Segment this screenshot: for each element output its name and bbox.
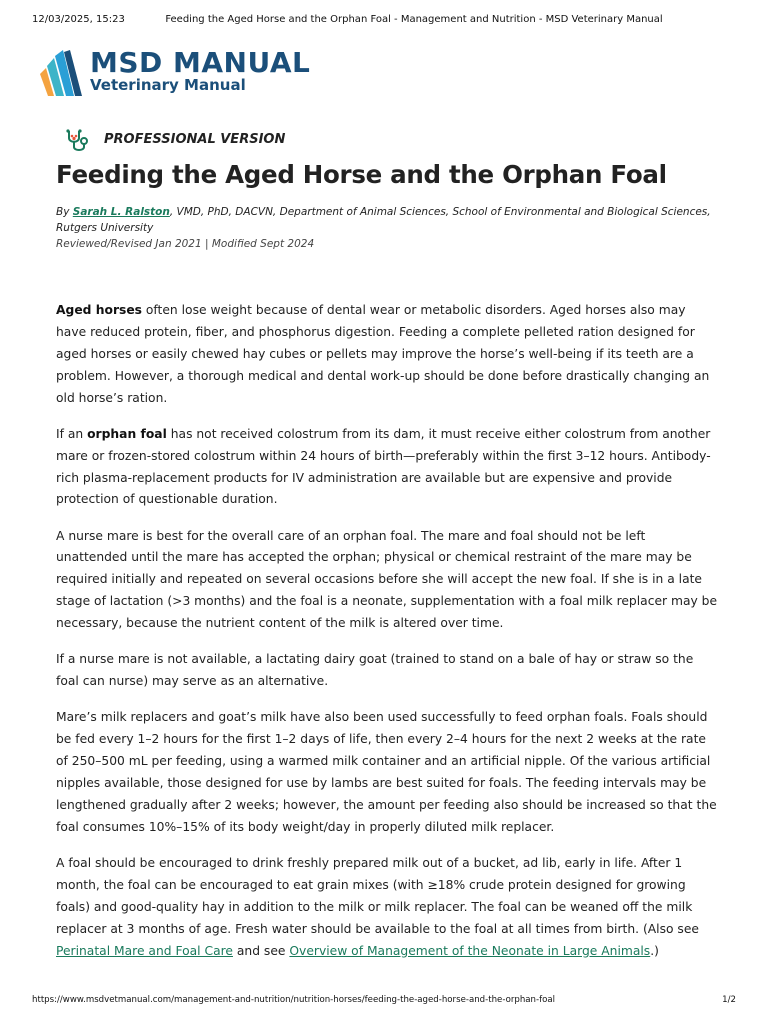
link-perinatal-mare-foal-care[interactable]: Perinatal Mare and Foal Care	[56, 943, 233, 958]
byline-prefix: By	[56, 206, 70, 218]
page-title: Feeding the Aged Horse and the Orphan Foal	[56, 160, 667, 189]
author-credentials: , VMD, PhD, DACVN, Department of Animal Sciences, School of Environmental and Biological Sciences, Rutgers University	[56, 206, 711, 234]
article-byline	[56, 204, 716, 252]
paragraph-orphan-foal: If an orphan foal has not received colostrum from its dam, it must receive either colostrum from another mare or frozen-stored colostrum within 24 hours of birth—preferably within the first 3–12 hours. Antibody-rich plasma-replacement products for IV administration are available but are expensive and provide protection of questionable duration.	[56, 426, 711, 507]
term-aged-horses: Aged horses	[56, 303, 142, 317]
paragraph-aged-horses: Aged horses often lose weight because of dental wear or metabolic disorders. Aged horses also may have reduced protein, fiber, and phosphorus digestion. Feeding a complete pelleted ration designed for aged horses or easily chewed hay cubes or pellets may improve the horse’s well-being if its teeth are a problem. However, a thorough medical and dental work-up should be done before drastically changing an old horse’s ration.	[56, 303, 710, 405]
print-url: https://www.msdvetmanual.com/management-and-nutrition/nutrition-horses/feeding-the-aged-horse-and-the-orphan-foal	[32, 995, 556, 1005]
paragraph-milk-replacers: Mare’s milk replacers and goat’s milk have also been used successfully to feed orphan foals. Foals should be fed every 1–2 hours for the first 1–2 days of life, then every 2–4 hours for the next 2 weeks at the rate of 250–500 mL per feeding, using a warmed milk container and an artificial nipple. Of the various artificial nipples available, those designed for use by lambs are best suited for foals. The feeding intervals may be lengthened gradually after 2 weeks; however, the amount per feeding also should be increased so that the foal consumes 10%–15% of its body weight/day in properly diluted milk replacer.	[56, 710, 717, 834]
logo-subtitle-text: Veterinary Manual	[90, 76, 246, 94]
stethoscope-paw-icon	[64, 128, 92, 159]
print-page-title: Feeding the Aged Horse and the Orphan Foal - Management and Nutrition - MSD Veterinary Manual	[165, 14, 663, 25]
msd-manual-logo[interactable]	[36, 44, 336, 102]
article-body	[56, 300, 718, 977]
paragraph-dairy-goat: If a nurse mare is not available, a lactating dairy goat (trained to stand on a bale of hay or straw so the foal can nurse) may serve as an alternative.	[56, 652, 694, 689]
link-neonate-management[interactable]: Overview of Management of the Neonate in Large Animals	[289, 943, 651, 958]
msd-logo-icon	[36, 48, 84, 98]
version-label-text: PROFESSIONAL VERSION	[104, 132, 286, 147]
paragraph-weaning: A foal should be encouraged to drink freshly prepared milk out of a bucket, ad lib, early in life. After 1 month, the foal can be encouraged to eat grain mixes (with ≥18% crude protein designed for growing foals) and good-quality hay in addition to the milk or milk replacer. The foal can be weaned off the milk replacer at 3 months of age. Fresh water should be available to the foal at all times from birth. (Also see Perinatal Mare and Foal Care and see Overview of Management of the Neonate in Large Animals.)	[56, 855, 699, 958]
paragraph-nurse-mare: A nurse mare is best for the overall care of an orphan foal. The mare and foal should not be left unattended until the mare has accepted the orphan; physical or chemical restraint of the mare may be required initially and repeated on several occasions before she will accept the new foal. If she is in a late stage of lactation (>3 months) and the foal is a neonate, supplementation with a foal milk replacer may be necessary, because the nutrient content of the milk is altered over time.	[56, 528, 718, 631]
print-footer	[32, 995, 736, 1009]
logo-brand-text: MSD MANUAL	[90, 46, 311, 79]
term-orphan-foal: orphan foal	[87, 426, 167, 441]
print-header	[32, 14, 736, 30]
page-number: 1/2	[722, 995, 736, 1005]
author-link[interactable]: Sarah L. Ralston	[72, 206, 170, 218]
review-date: Reviewed/Revised Jan 2021 | Modified Sept 2024	[56, 238, 315, 250]
print-datetime: 12/03/2025, 15:23	[32, 14, 125, 25]
